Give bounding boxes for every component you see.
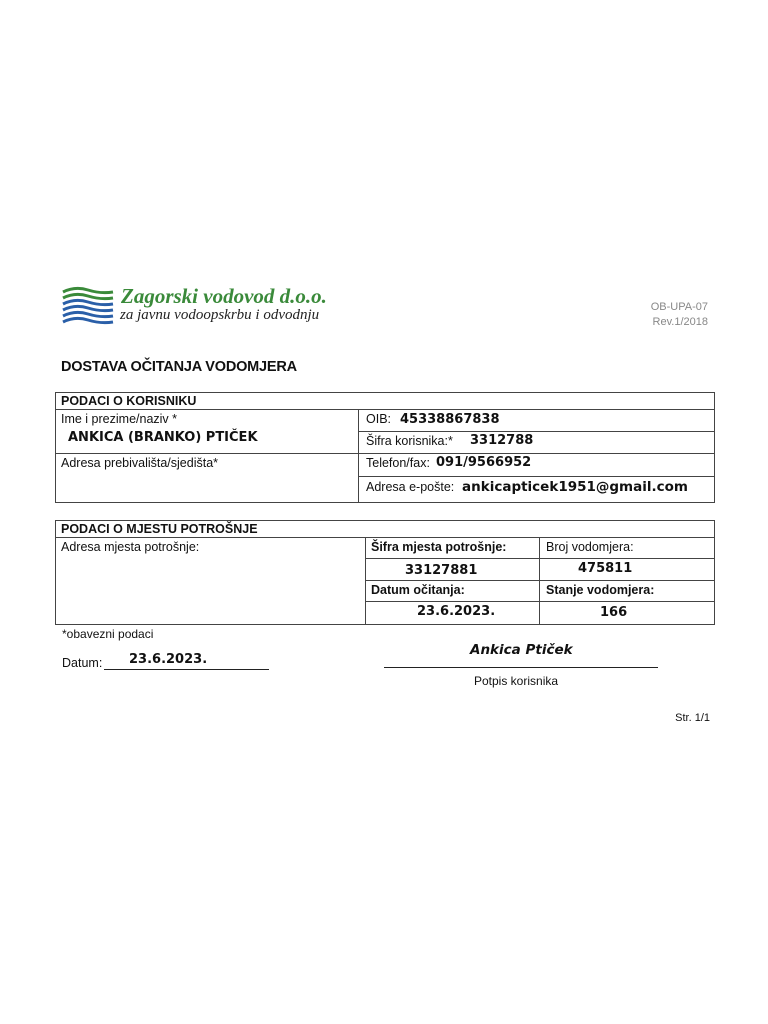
name-label: Ime i prezime/naziv * <box>61 412 178 426</box>
location-section-heading: PODACI O MJESTU POTROŠNJE <box>61 522 258 536</box>
reading-date-value[interactable]: 23.6.2023. <box>417 604 496 619</box>
user-section-heading: PODACI O KORISNIKU <box>61 394 197 408</box>
phone-label: Telefon/fax: <box>366 456 430 470</box>
name-value[interactable]: ANKICA (BRANKO) PTIČEK <box>68 430 258 445</box>
phone-value[interactable]: 091/9566952 <box>436 455 532 470</box>
meter-state-label: Stanje vodomjera: <box>546 583 655 597</box>
user-code-label: Šifra korisnika:* <box>366 434 453 448</box>
user-code-value[interactable]: 3312788 <box>470 433 534 448</box>
date-label: Datum: <box>62 656 103 670</box>
email-value[interactable]: ankicapticek1951@gmail.com <box>462 479 688 495</box>
company-name: Zagorski vodovod d.o.o. <box>121 284 327 308</box>
meter-number-value[interactable]: 475811 <box>578 561 633 576</box>
signature-value[interactable]: Ankica Ptiček <box>470 642 573 658</box>
date-underline <box>104 669 269 670</box>
reading-date-label: Datum očitanja: <box>371 583 465 597</box>
doc-revision: Rev.1/2018 <box>652 316 708 328</box>
water-waves-logo-icon <box>61 286 115 326</box>
location-code-label: Šifra mjesta potrošnje: <box>371 540 507 554</box>
location-address-label: Adresa mjesta potrošnje: <box>61 540 200 554</box>
page-number: Str. 1/1 <box>675 712 710 724</box>
oib-value[interactable]: 45338867838 <box>400 412 500 427</box>
oib-label: OIB: <box>366 412 392 426</box>
required-note: *obavezni podaci <box>62 627 154 641</box>
signature-label: Potpis korisnika <box>474 674 559 688</box>
email-label: Adresa e-pošte: <box>366 480 455 494</box>
company-tagline: za javnu vodoopskrbu i odvodnju <box>120 307 320 323</box>
date-value[interactable]: 23.6.2023. <box>129 652 208 667</box>
location-code-value[interactable]: 33127881 <box>405 563 478 578</box>
meter-state-value[interactable]: 166 <box>600 605 628 620</box>
address-label: Adresa prebivališta/sjedišta* <box>61 456 219 470</box>
document-title: DOSTAVA OČITANJA VODOMJERA <box>61 359 297 375</box>
signature-line <box>384 667 658 668</box>
doc-code: OB-UPA-07 <box>650 301 708 313</box>
document-reference <box>651 300 708 330</box>
meter-number-label: Broj vodomjera: <box>546 540 634 554</box>
